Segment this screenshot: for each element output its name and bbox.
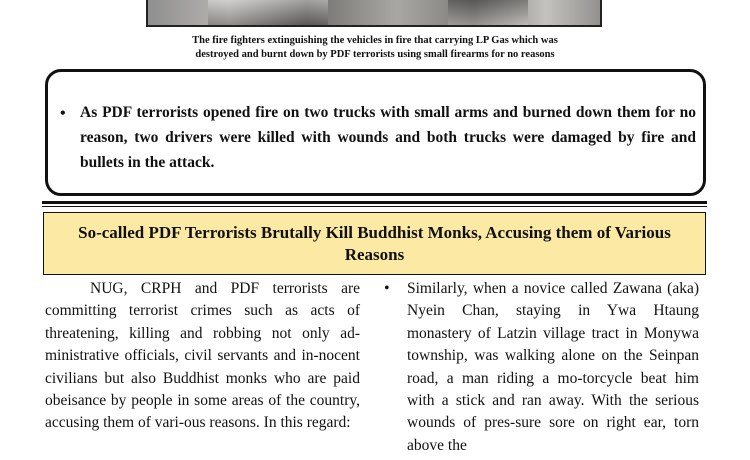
- photo-caption: [120, 34, 630, 62]
- divider: [42, 206, 707, 207]
- article-left-column: NUG, CRPH and PDF terrorists are committing terrorist crimes such as acts of threatening, killing and robbing not only ad-ministrative officials, civil servants and in-nocent civilians but also Buddhist monks who are paid obeisance by people in some areas of the country, accusing them of vari-ous reasons. In this regard:: [45, 280, 360, 432]
- article-right-column: Similarly, when a novice called Zawana (aka) Nyein Chan, staying in Ywa Htaung monastery of Latzin village tract in Monywa township, was walking alone on the Seinpan road, a man riding a mo-torcycle beat him with a stick and ran away. With the serious wounds of pres-sure sore on right ear, torn above the: [407, 280, 699, 454]
- photo-detail: [208, 0, 328, 27]
- bullet-icon: •: [384, 280, 390, 297]
- highlight-text: As PDF terrorists opened fire on two trucks with small arms and burned down them for no reason, two drivers were killed with wounds and both trucks were damaged by fire and bullets in the attack.: [80, 104, 696, 171]
- bullet-icon: •: [60, 105, 66, 122]
- photo-detail: [448, 0, 528, 27]
- caption-line: The fire fighters extinguishing the vehicles in fire that carrying LP Gas which was: [192, 35, 558, 46]
- divider: [42, 201, 707, 204]
- news-photo: [146, 0, 602, 27]
- highlight-box: [45, 69, 706, 196]
- article-headline: So-called PDF Terrorists Brutally Kill Buddhist Monks, Accusing them of Various Reasons: [43, 212, 706, 275]
- caption-line: destroyed and burnt down by PDF terrorists using small firearms for no reasons: [195, 49, 555, 60]
